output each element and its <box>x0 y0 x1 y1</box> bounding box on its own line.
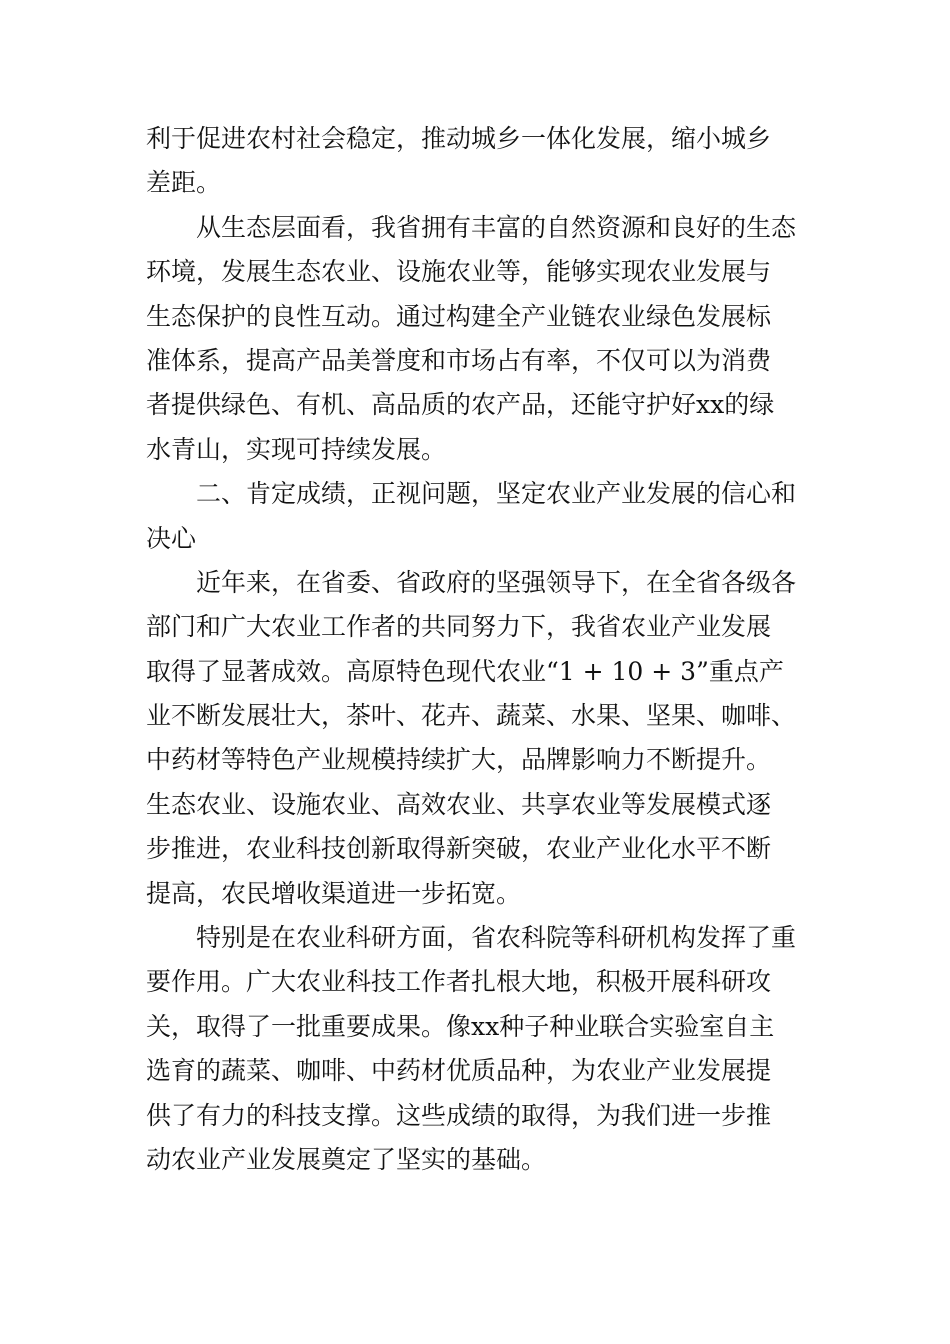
text-line: 近年来，在省委、省政府的坚强领导下，在全省各级各 <box>196 567 797 597</box>
text-line: 决心 <box>146 523 197 553</box>
paragraph-achievements <box>146 561 806 916</box>
text-line: 特别是在农业科研方面，省农科院等科研机构发挥了重 <box>196 923 797 953</box>
text-line: 业不断发展壮大，茶叶、花卉、蔬菜、水果、坚果、咖啡、 <box>146 701 797 731</box>
text-line: 选育的蔬菜、咖啡、中药材优质品种，为农业产业发展提 <box>146 1056 772 1086</box>
paragraph-research <box>146 916 806 1182</box>
section-heading <box>146 472 806 561</box>
text-line: 利于促进农村社会稳定，推动城乡一体化发展，缩小城乡 <box>146 124 772 153</box>
text-line: 水青山，实现可持续发展。 <box>146 434 447 464</box>
text-line: 要作用。广大农业科技工作者扎根大地，积极开展科研攻 <box>146 967 772 997</box>
text-line: 取得了显著成效。高原特色现代农业“1 + 10 + 3”重点产 <box>146 656 784 686</box>
text-line: 生态农业、设施农业、高效农业、共享农业等发展模式逐 <box>146 789 772 819</box>
paragraph-ecology <box>146 206 806 472</box>
text-line: 者提供绿色、有机、高品质的农产品，还能守护好xx的绿 <box>146 390 775 420</box>
text-line: 关，取得了一批重要成果。像xx种子种业联合实验室自主 <box>146 1011 775 1041</box>
text-line: 二、肯定成绩，正视问题，坚定农业产业发展的信心和 <box>196 479 797 509</box>
text-line: 中药材等特色产业规模持续扩大，品牌影响力不断提升。 <box>146 745 772 775</box>
text-line: 生态保护的良性互动。通过构建全产业链农业绿色发展标 <box>146 301 772 331</box>
text-line: 准体系，提高产品美誉度和市场占有率，不仅可以为消费 <box>146 345 772 375</box>
text-line: 提高，农民增收渠道进一步拓宽。 <box>146 878 522 908</box>
paragraph-continuation <box>146 117 806 206</box>
body-text <box>146 117 806 1182</box>
text-line: 动农业产业发展奠定了坚实的基础。 <box>146 1144 547 1174</box>
text-line: 供了有力的科技支撑。这些成绩的取得，为我们进一步推 <box>146 1100 772 1130</box>
text-line: 步推进，农业科技创新取得新突破，农业产业化水平不断 <box>146 834 772 864</box>
text-line: 从生态层面看，我省拥有丰富的自然资源和良好的生态 <box>196 212 797 242</box>
text-line: 部门和广大农业工作者的共同努力下，我省农业产业发展 <box>146 612 772 642</box>
text-line: 差距。 <box>146 168 222 198</box>
text-line: 环境，发展生态农业、设施农业等，能够实现农业发展与 <box>146 257 772 287</box>
